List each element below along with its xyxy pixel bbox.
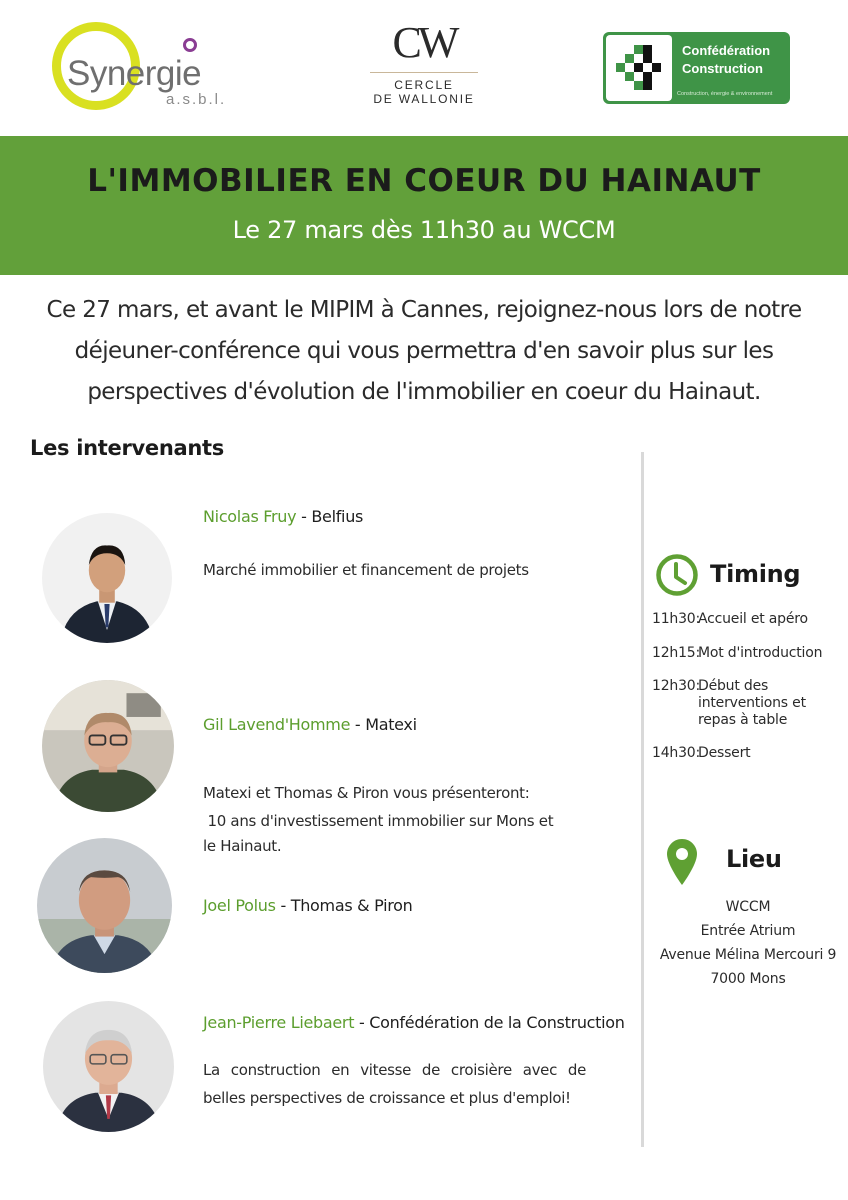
speaker-org: Thomas & Piron [290,896,413,915]
speaker-photo-fruy [42,513,172,643]
speaker-name: Joel Polus [203,896,276,915]
cercle-line2: DE WALLONIE [373,92,475,106]
synergie-wordmark: Synergie [67,54,202,93]
speaker-description-fruy: Marché immobilier et financement de projets [203,561,529,579]
speaker-description-matexi [203,779,603,860]
description-line: 10 ans d'investissement immobilier sur Mons et [203,812,554,830]
timing-item [652,745,750,762]
cercle-rule [370,72,478,73]
map-pin-icon [666,838,698,886]
speaker-name: Nicolas Fruy [203,507,297,526]
address-line: Entrée Atrium [700,923,796,939]
intro-line: Ce 27 mars, et avant le MIPIM à Cannes, rejoignez-nous lors de notre [46,297,802,323]
timing-item [652,678,806,729]
title-banner [0,136,848,275]
speaker-name: Gil Lavend'Homme [203,715,351,734]
speaker-separator: - [296,507,312,526]
speaker-separator: - [350,715,366,734]
confederation-line2: Construction [682,61,763,76]
confederation-line1: Confédération [682,43,771,58]
speaker-separator: - [275,896,291,915]
speakers-heading: Les intervenants [30,436,224,460]
timing-item [652,645,822,662]
confederation-construction-logo [603,32,790,104]
timing-item [652,611,808,628]
speaker-name-liebaert [203,1013,625,1032]
speaker-photo-lavendhomme [42,680,174,812]
timing-text [698,678,806,729]
timing-time: 12h15: [652,645,701,661]
speaker-photo-liebaert [43,1001,174,1132]
timing-time: 12h30: [652,678,701,694]
description-line: le Hainaut. [203,837,282,855]
synergie-subtitle: a.s.b.l. [166,91,227,108]
synergie-dot-icon [183,38,197,52]
speaker-photo-polus [37,838,172,973]
address-line: Avenue Mélina Mercouri 9 [659,947,837,963]
speaker-name-fruy [203,507,363,526]
timing-text: Dessert [698,745,751,761]
confederation-tagline: Construction, énergie & environnement [677,91,773,97]
timing-text-line: Début des [698,678,769,694]
cercle-line1: CERCLE [394,78,454,92]
confederation-emblem-icon [606,35,672,101]
timing-heading: Timing [710,560,801,588]
speaker-name-lavendhomme [203,715,417,734]
speaker-name-polus [203,896,413,915]
timing-text: Mot d'introduction [698,645,823,661]
confederation-name [682,42,770,78]
lieu-heading: Lieu [726,845,782,873]
description-line: Matexi et Thomas & Piron vous présenteront: [203,784,530,802]
timing-time: 11h30: [652,611,701,627]
speaker-description-liebaert: La construction en vitesse de croisière avec de belles perspectives de croissance et plus d'emploi! [203,1061,586,1107]
page-title: L'IMMOBILIER EN COEUR DU HAINAUT [87,163,761,199]
speaker-org: Belfius [311,507,364,526]
timing-time: 14h30: [652,745,701,761]
speaker-org: Confédération de la Construction [369,1013,625,1032]
intro-line: déjeuner-conférence qui vous permettra d'en savoir plus sur les [74,338,774,364]
speaker-name: Jean-Pierre Liebaert [203,1013,355,1032]
timing-text: Accueil et apéro [698,611,808,627]
address-line: 7000 Mons [710,971,786,987]
clock-icon [655,553,699,597]
venue-address [648,895,848,991]
timing-text-line: repas à table [698,712,788,728]
address-line: WCCM [725,899,771,915]
timing-text-line: interventions et [698,695,806,711]
event-date-subtitle: Le 27 mars dès 11h30 au WCCM [232,216,616,244]
column-divider [641,452,644,1147]
intro-line: perspectives d'évolution de l'immobilier en coeur du Hainaut. [87,379,761,405]
cercle-monogram: CW [392,18,456,67]
speaker-org: Matexi [365,715,417,734]
intro-paragraph [20,290,828,413]
cercle-de-wallonie-logo [368,20,480,115]
synergie-logo [52,20,227,115]
speaker-separator: - [354,1013,370,1032]
